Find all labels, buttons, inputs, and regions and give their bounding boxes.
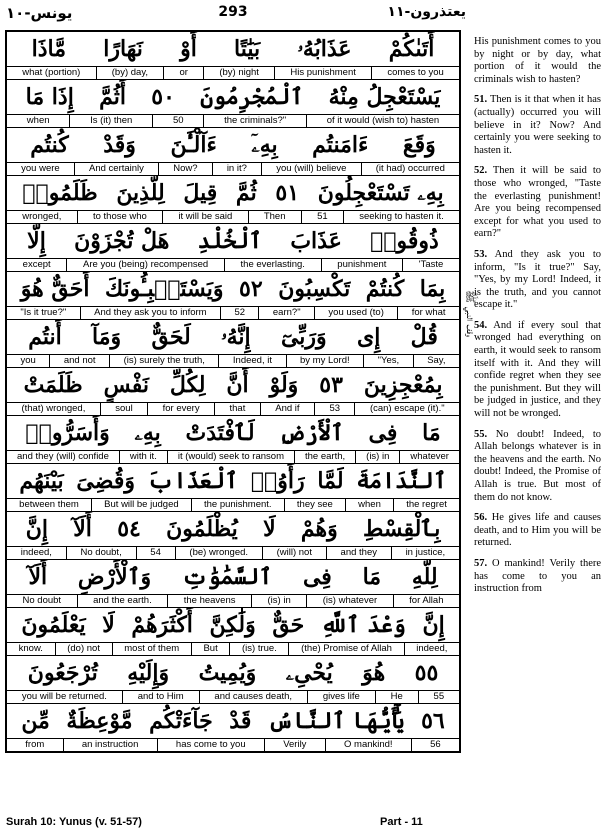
arabic-word: تُرْجَعُونَ	[27, 660, 98, 686]
gloss-cell: for what	[397, 307, 459, 319]
word-by-word-grid	[5, 30, 461, 753]
gloss-cell: and not	[49, 355, 109, 367]
arabic-word: يُحْىِۦ	[285, 660, 333, 686]
arabic-word: وَلَٰكِنَّ	[209, 612, 256, 638]
arabic-word: وَيُمِيتُ	[198, 660, 257, 686]
pause-mark: وقف النبي ﷺ	[464, 290, 477, 338]
gloss-cell: it will be said	[162, 211, 247, 223]
arabic-word: أَحَقٌّ هُوَ	[20, 276, 90, 302]
translation-text: And they ask you to inform, "Is it true?" Say, "Yes, by my Lord! Indeed, it is the truth, and you cannot escape it."	[474, 248, 601, 311]
gloss-cell: the punishment.	[191, 499, 284, 511]
gloss-cell: (can) escape (it)."	[354, 403, 459, 415]
arabic-word: وَٱلْأَرْضِ	[77, 564, 152, 590]
gloss-cell: 51	[301, 211, 343, 223]
gloss-cell: (do) not	[55, 643, 112, 655]
arabic-word: ٱلْأَرْضِ	[279, 420, 344, 446]
gloss-cell: most of them	[112, 643, 191, 655]
arabic-word: قِيلَ	[183, 180, 218, 206]
verse-row	[7, 80, 459, 128]
arabic-word: وَهُمْ	[300, 516, 338, 542]
gloss-cell: and to Him	[122, 691, 199, 703]
arabic-word: مِّن	[21, 708, 50, 734]
translation-column	[474, 36, 601, 604]
arabic-word: لِكُلِّ	[169, 372, 206, 398]
gloss-cell: the everlasting.	[224, 259, 321, 271]
arabic-word: لَحَقٌّ	[151, 324, 191, 350]
gloss-line	[7, 114, 459, 127]
gloss-cell: with it.	[119, 451, 167, 463]
gloss-cell: But will be judged	[91, 499, 191, 511]
arabic-word: قُلْ	[410, 324, 438, 350]
arabic-word: بِهِۦ تَسْتَعْجِلُونَ	[317, 180, 444, 206]
gloss-cell: 54	[136, 547, 175, 559]
arabic-word: وَرَبِّىٓ	[280, 324, 327, 350]
gloss-cell: (by) night	[203, 67, 274, 79]
arabic-word: بِهِۦ	[134, 420, 161, 446]
arabic-word: تَكْسِبُونَ	[278, 276, 351, 302]
gloss-line	[7, 594, 459, 607]
translation-text: He gives life and causes death, and to Him you will be returned.	[474, 512, 602, 549]
gloss-cell: for every	[147, 403, 214, 415]
gloss-cell: (by) day,	[96, 67, 164, 79]
gloss-cell: (is) whatever	[306, 595, 392, 607]
verse-row	[7, 560, 459, 608]
arabic-line	[7, 512, 459, 546]
gloss-cell: "Yes,	[363, 355, 413, 367]
footer-part-label: Part - 11	[380, 816, 423, 828]
arabic-word: وَلَوْ	[269, 372, 299, 398]
arabic-word: مَّاذَا	[31, 36, 67, 62]
arabic-word: إِنَّ	[422, 612, 445, 638]
arabic-word: ثُمَّ	[235, 180, 257, 206]
arabic-word: مَا	[422, 420, 441, 446]
gloss-cell: and they	[326, 547, 391, 559]
arabic-word: وَقَدْ	[103, 132, 136, 158]
gloss-cell: it (would) seek to ransom	[167, 451, 294, 463]
gloss-cell: indeed,	[20, 547, 52, 558]
translation-paragraph	[474, 36, 601, 86]
arabic-word: أَنتُم	[28, 324, 62, 350]
arabic-line	[7, 368, 459, 402]
gloss-cell: And if	[260, 403, 314, 415]
gloss-line	[7, 210, 459, 223]
gloss-line	[7, 402, 459, 415]
gloss-cell: and the earth.	[77, 595, 168, 607]
translation-paragraph	[474, 429, 601, 505]
arabic-word: ٱلْخُلْدِ	[197, 228, 263, 254]
gloss-line	[7, 498, 459, 511]
gloss-cell: 56	[411, 739, 459, 751]
gloss-cell: 50	[152, 115, 203, 127]
arabic-word: يُظْلَمُونَ	[166, 516, 238, 542]
gloss-cell: when	[345, 499, 393, 511]
gloss-cell: Are you (being) recompensed	[66, 259, 224, 271]
gloss-cell: O mankind!	[325, 739, 411, 751]
arabic-word: بَيَٰتًا	[234, 36, 261, 62]
arabic-word: أَنَّ	[226, 372, 249, 398]
gloss-cell: comes to you	[371, 67, 459, 79]
gloss-line	[7, 354, 459, 367]
arabic-line	[7, 224, 459, 258]
arabic-word: بِٱلْقِسْطِ	[363, 516, 441, 542]
gloss-cell: you will be returned.	[21, 691, 107, 702]
gloss-cell: by my Lord!	[286, 355, 364, 367]
verse-row	[7, 656, 459, 704]
gloss-cell: from	[25, 739, 45, 750]
arabic-word: لَا	[102, 612, 115, 638]
gloss-line	[7, 738, 459, 751]
arabic-line	[7, 320, 459, 354]
translation-text: His punishment comes to you by night or by day, what portion of it would the criminals wish to hasten?	[474, 36, 601, 85]
arabic-word: فِى	[302, 564, 332, 590]
gloss-cell: No doubt,	[66, 547, 136, 559]
arabic-word: رَأَوُا۟	[250, 468, 305, 494]
gloss-cell: they see	[284, 499, 345, 511]
gloss-cell: and causes death,	[199, 691, 307, 703]
arabic-word: ٱلْعَذَابَ	[147, 468, 239, 494]
gloss-line	[7, 258, 459, 271]
arabic-word: فِى	[368, 420, 398, 446]
gloss-cell: soul	[100, 403, 147, 415]
arabic-word: بَيْنَهُم	[19, 468, 64, 494]
translation-text: Then is it that when it has (actually) occurred you will believe in it? Now? And certainly you were seeking to hasten it.	[474, 94, 601, 156]
verse-row	[7, 368, 459, 416]
arabic-word: وَإِلَيْهِ	[127, 660, 170, 686]
arabic-word: ٥٦	[421, 708, 445, 734]
arabic-word: نَفْسٍ	[103, 372, 149, 398]
arabic-word: يَٰٓأَيُّهَا ٱلنَّاسُ	[267, 708, 405, 734]
gloss-line	[7, 66, 459, 79]
arabic-word: كُنتُم	[30, 132, 69, 158]
gloss-cell: But	[191, 643, 230, 655]
gloss-cell: an instruction	[63, 739, 157, 751]
gloss-cell: (is) true.	[229, 643, 288, 655]
gloss-cell: or	[163, 67, 203, 79]
gloss-cell: whatever	[399, 451, 459, 463]
arabic-word: عَذَابُهُۥ	[297, 36, 352, 62]
arabic-word: ظَلَمَتْ	[23, 372, 83, 398]
gloss-cell: (be) wronged.	[175, 547, 262, 559]
gloss-cell: Now?	[158, 163, 212, 175]
gloss-cell: (is) in	[251, 595, 306, 607]
gloss-cell: 52	[220, 307, 258, 319]
arabic-word: هَلْ تُجْزَوْنَ	[74, 228, 170, 254]
gloss-cell: except	[22, 259, 51, 270]
verse-row	[7, 176, 459, 224]
arabic-word: بِمَا	[419, 276, 446, 302]
arabic-word: يَسْتَعْجِلُ مِنْهُ	[328, 84, 441, 110]
gloss-cell: that	[214, 403, 260, 415]
translation-paragraph	[474, 94, 601, 157]
arabic-word: بِمُعْجِزِينَ	[363, 372, 443, 398]
arabic-word: قَدْ	[229, 708, 252, 734]
arabic-word: وَعْدَ ٱللَّهِ	[320, 612, 406, 638]
gloss-cell: in justice,	[391, 547, 459, 559]
arabic-word: ٥٤	[117, 516, 141, 542]
arabic-word: وَأَسَرُّوا۟	[25, 420, 110, 446]
translation-paragraph	[474, 558, 601, 596]
arabic-line	[7, 608, 459, 642]
gloss-cell: seeking to hasten it.	[343, 211, 459, 223]
arabic-line	[7, 80, 459, 114]
verse-number: 55.	[474, 428, 488, 440]
gloss-cell: when	[26, 115, 50, 126]
arabic-word: أَلَآ	[28, 564, 48, 590]
gloss-cell: (will) not	[262, 547, 326, 559]
translation-text: And if every soul that wronged had everything on earth, it would seek to ransom itself with it. And they will confide regret when they see the punishment. But they will be judged in justice, and they will not be wronged.	[474, 319, 602, 420]
gloss-cell: Indeed, it	[218, 355, 285, 367]
gloss-line	[7, 450, 459, 463]
arabic-word: وَيَسْتَنۢبِـُٔونَكَ	[105, 276, 224, 302]
verse-row	[7, 512, 459, 560]
gloss-cell: indeed,	[404, 643, 459, 655]
gloss-cell: and they (will) confide	[17, 451, 109, 462]
gloss-cell: you (will) believe	[261, 163, 361, 175]
gloss-cell: Verily	[264, 739, 325, 751]
gloss-cell: 55	[418, 691, 459, 703]
gloss-cell: (is) surely the truth,	[109, 355, 218, 367]
gloss-cell: between them	[19, 499, 79, 510]
gloss-cell: wronged,	[22, 211, 62, 222]
arabic-word: لَا	[263, 516, 276, 542]
gloss-cell: (the) Promise of Allah	[288, 643, 403, 655]
arabic-word: ٥٢	[239, 276, 263, 302]
arabic-word: أَلَآ	[73, 516, 92, 542]
gloss-cell: for Allah	[393, 595, 459, 607]
gloss-cell: punishment	[321, 259, 402, 271]
translation-paragraph	[474, 512, 601, 550]
verse-row	[7, 224, 459, 272]
arabic-word: ٱلنَّدَامَةَ	[356, 468, 447, 494]
arabic-word: أَوْ	[180, 36, 197, 62]
arabic-word: ٥٠	[151, 84, 175, 110]
gloss-cell: what (portion)	[22, 67, 81, 78]
arabic-word: ٥٥	[414, 660, 439, 686]
arabic-word: كُنتُمْ	[365, 276, 405, 302]
verse-number: 51.	[474, 94, 488, 106]
arabic-word: ءَآلْـَٰٔنَ	[170, 132, 217, 158]
arabic-word: عَذَابَ	[290, 228, 342, 254]
gloss-cell: And they ask you to inform	[80, 307, 220, 319]
translation-text: No doubt! Indeed, to Allah belongs whatever is in the heavens and the earth. No doubt! Indeed, the Promise of Allah is true. But most of them do not know.	[474, 428, 602, 503]
verse-number: 56.	[474, 512, 488, 524]
arabic-word: إِى	[356, 324, 381, 350]
verse-row	[7, 320, 459, 368]
gloss-cell: you used (to)	[314, 307, 397, 319]
verse-row	[7, 608, 459, 656]
translation-paragraph	[474, 249, 601, 312]
gloss-cell: the heavens	[167, 595, 251, 607]
arabic-line	[7, 272, 459, 306]
gloss-line	[7, 162, 459, 175]
verse-row	[7, 704, 459, 751]
arabic-word: وَقَعَ	[402, 132, 436, 158]
translation-paragraph	[474, 320, 601, 421]
juz-heading: يعتذرون-١١	[387, 4, 466, 20]
gloss-cell: the earth,	[294, 451, 355, 463]
arabic-word: ٱلسَّمَٰوَٰتِ	[181, 564, 273, 590]
arabic-word: لِلَّهِ	[411, 564, 438, 590]
arabic-word: يَعْلَمُونَ	[21, 612, 86, 638]
arabic-word: ءَامَنتُم	[312, 132, 369, 158]
verse-row	[7, 32, 459, 80]
arabic-word: إِنَّ	[25, 516, 48, 542]
gloss-cell: (it had) occurred	[361, 163, 459, 175]
gloss-cell: 53	[314, 403, 354, 415]
arabic-word: ذُوقُوا۟	[370, 228, 439, 254]
arabic-word: بِهِۦٓ	[251, 132, 278, 158]
arabic-word: أَكْثَرَهُمْ	[131, 612, 193, 638]
gloss-cell: (that) wronged,	[21, 403, 86, 414]
gloss-cell: No doubt	[22, 595, 62, 606]
gloss-cell: has come to you	[157, 739, 264, 751]
arabic-line	[7, 704, 459, 738]
arabic-word: لَٱفْتَدَتْ	[185, 420, 255, 446]
translation-text: O mankind! Verily there has come to you an instruction from	[474, 557, 602, 595]
gloss-cell: know.	[18, 643, 43, 654]
arabic-word: وَقُضِىَ	[76, 468, 135, 494]
arabic-word: ظَلَمُوا۟	[22, 180, 98, 206]
arabic-word: مَا	[362, 564, 382, 590]
verse-number: 53.	[474, 248, 488, 260]
arabic-line	[7, 176, 459, 210]
gloss-cell: in it?	[212, 163, 261, 175]
arabic-word: ٥١	[275, 180, 300, 206]
arabic-word: جَآءَتْكُم	[149, 708, 213, 734]
arabic-word: ٱلْمُجْرِمُونَ	[200, 84, 304, 110]
arabic-line	[7, 416, 459, 450]
gloss-cell: to those who	[77, 211, 162, 223]
gloss-cell: earn?"	[258, 307, 314, 319]
gloss-cell: you were	[21, 163, 60, 174]
gloss-cell: Then	[248, 211, 301, 223]
gloss-cell: And certainly	[74, 163, 158, 175]
arabic-word: هُوَ	[362, 660, 386, 686]
arabic-word: مَّوْعِظَةٌ	[66, 708, 133, 734]
gloss-cell: of it would (wish to) hasten	[306, 115, 459, 127]
arabic-word: أَتَىٰكُمْ	[388, 36, 435, 62]
verse-row	[7, 128, 459, 176]
translation-paragraph	[474, 165, 601, 241]
arabic-word: ٥٣	[319, 372, 343, 398]
gloss-cell: "Is it true?"	[20, 307, 67, 318]
surah-heading: يونس-١٠	[6, 4, 73, 22]
arabic-word: وَمَآ	[92, 324, 122, 350]
arabic-line	[7, 464, 459, 498]
gloss-cell: His punishment	[274, 67, 371, 79]
gloss-cell: the criminals?"	[203, 115, 306, 127]
verse-number: 57.	[474, 557, 488, 569]
verse-row	[7, 464, 459, 512]
gloss-cell: 'Taste	[402, 259, 459, 271]
arabic-word: إِذَا مَا	[25, 84, 74, 110]
arabic-word: حَقٌّ	[272, 612, 305, 638]
arabic-word: أَثُمَّ	[99, 84, 126, 110]
page-number: 293	[218, 4, 248, 20]
arabic-word: لِلَّذِينَ	[116, 180, 165, 206]
footer-surah-label: Surah 10: Yunus (v. 51-57)	[6, 816, 142, 828]
gloss-cell: Say,	[413, 355, 459, 367]
arabic-line	[7, 656, 459, 690]
verse-number: 54.	[474, 319, 488, 331]
gloss-line	[7, 306, 459, 319]
gloss-line	[7, 642, 459, 655]
arabic-line	[7, 128, 459, 162]
arabic-word: إِلَّا	[27, 228, 46, 254]
gloss-cell: you	[20, 355, 36, 366]
verse-row	[7, 416, 459, 464]
gloss-cell: the regret	[393, 499, 459, 511]
gloss-cell: Is (it) then	[69, 115, 152, 127]
gloss-cell: (is) in	[355, 451, 399, 463]
arabic-word: لَمَّا	[317, 468, 344, 494]
verse-row	[7, 272, 459, 320]
verse-number: 52.	[474, 165, 488, 177]
gloss-cell: gives life	[307, 691, 375, 703]
gloss-line	[7, 690, 459, 703]
gloss-cell: He	[375, 691, 418, 703]
arabic-line	[7, 560, 459, 594]
arabic-word: نَهَارًا	[103, 36, 143, 62]
arabic-word: إِنَّهُۥ	[221, 324, 251, 350]
translation-text: Then it will be said to those who wronged, "Taste the everlasting punishment! Are you being recompensed except for what you used to earn?"	[474, 165, 601, 240]
gloss-line	[7, 546, 459, 559]
arabic-line	[7, 32, 459, 66]
